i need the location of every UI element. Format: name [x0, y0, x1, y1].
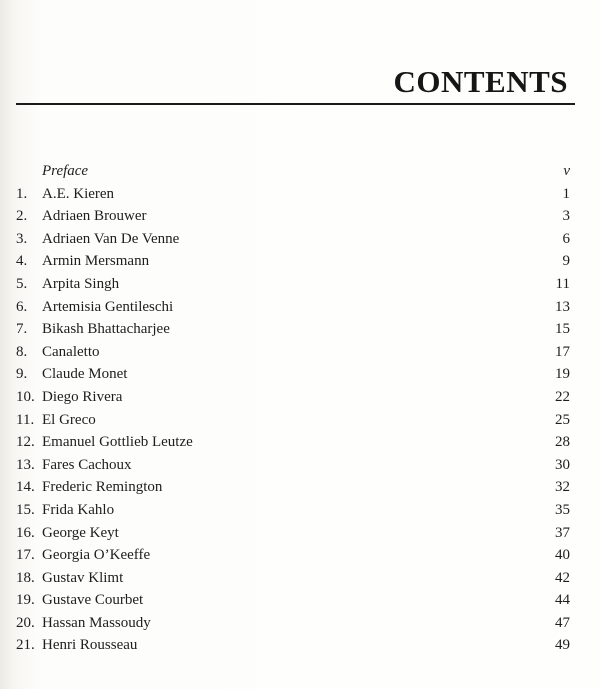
entry-number: 17. [16, 547, 35, 564]
entry-name: Frida Kahlo [42, 501, 115, 518]
table-of-contents [0, 160, 600, 657]
entry-number: 14. [16, 479, 35, 496]
entry-name: Diego Rivera [42, 388, 123, 405]
toc-row [0, 634, 600, 657]
entry-page: 22 [555, 388, 570, 405]
entry-page: 47 [555, 614, 570, 631]
toc-row [0, 431, 600, 454]
entry-name: Armin Mersmann [42, 253, 150, 270]
entry-name: Claude Monet [42, 366, 128, 383]
entry-name: Artemisia Gentileschi [42, 298, 174, 315]
entry-number: 5. [16, 275, 28, 292]
toc-row [0, 499, 600, 522]
entry-number: 6. [16, 298, 28, 315]
entry-number: 18. [16, 569, 35, 586]
entry-number: 1. [16, 185, 28, 202]
entry-number: 10. [16, 388, 35, 405]
entry-number: 20. [16, 614, 35, 631]
entry-number: 19. [16, 592, 35, 609]
toc-row [0, 205, 600, 228]
entry-page: 35 [555, 501, 570, 518]
entry-name: Bikash Bhattacharjee [42, 321, 170, 338]
entry-number: 16. [16, 524, 35, 541]
toc-row [0, 341, 600, 364]
entry-name: El Greco [42, 411, 96, 428]
entry-number: 12. [16, 434, 35, 451]
entry-page: 9 [562, 253, 570, 270]
entry-number: 8. [16, 343, 28, 360]
entry-number: 2. [16, 208, 28, 225]
entry-name: Adriaen Van De Venne [42, 230, 180, 247]
entry-page: 37 [555, 524, 570, 541]
entry-number: 4. [16, 253, 28, 270]
toc-row [0, 409, 600, 432]
entry-page: 32 [555, 479, 570, 496]
entry-page: 13 [555, 298, 570, 315]
preface-title: Preface [42, 163, 89, 179]
entry-name: Adriaen Brouwer [42, 208, 147, 225]
toc-row [0, 183, 600, 206]
entry-name: Canaletto [42, 343, 100, 360]
entry-page: 6 [562, 230, 570, 247]
title-rule [16, 103, 575, 105]
toc-row [0, 544, 600, 567]
entry-name: Gustav Klimt [42, 569, 124, 586]
entry-name: Frederic Remington [42, 479, 163, 496]
entry-page: 15 [555, 321, 570, 338]
entry-number: 21. [16, 637, 35, 654]
toc-row [0, 318, 600, 341]
entry-page: 42 [555, 569, 570, 586]
entry-name: Henri Rousseau [42, 637, 138, 654]
entry-name: George Keyt [42, 524, 119, 541]
toc-row [0, 386, 600, 409]
entry-number: 9. [16, 366, 28, 383]
entry-name: Hassan Massoudy [42, 614, 151, 631]
entry-page: 25 [555, 411, 570, 428]
entry-page: 30 [555, 456, 570, 473]
preface-page: v [563, 163, 570, 179]
entry-name: Arpita Singh [42, 275, 120, 292]
entry-page: 11 [555, 275, 570, 292]
toc-row [0, 296, 600, 319]
entry-page: 1 [562, 185, 570, 202]
entry-number: 3. [16, 230, 28, 247]
entry-page: 44 [555, 592, 570, 609]
toc-row [0, 589, 600, 612]
entry-number: 11. [16, 411, 35, 428]
page-title: CONTENTS [393, 64, 568, 99]
toc-row [0, 228, 600, 251]
entry-name: Georgia O’Keeffe [42, 547, 151, 564]
entry-page: 40 [555, 547, 570, 564]
toc-row-preface [0, 160, 600, 183]
toc-row [0, 250, 600, 273]
entry-page: 19 [555, 366, 570, 383]
entry-name: Fares Cachoux [42, 456, 132, 473]
toc-row [0, 454, 600, 477]
toc-row [0, 476, 600, 499]
toc-row [0, 612, 600, 635]
toc-row [0, 273, 600, 296]
entry-name: A.E. Kieren [42, 185, 115, 202]
entry-number: 13. [16, 456, 35, 473]
entry-page: 49 [555, 637, 570, 654]
entry-name: Emanuel Gottlieb Leutze [42, 434, 193, 451]
toc-row [0, 363, 600, 386]
entry-number: 7. [16, 321, 28, 338]
entry-page: 17 [555, 343, 570, 360]
entry-page: 28 [555, 434, 570, 451]
entry-page: 3 [562, 208, 570, 225]
entry-name: Gustave Courbet [42, 592, 144, 609]
entry-number: 15. [16, 501, 35, 518]
toc-row [0, 567, 600, 590]
toc-row [0, 522, 600, 545]
